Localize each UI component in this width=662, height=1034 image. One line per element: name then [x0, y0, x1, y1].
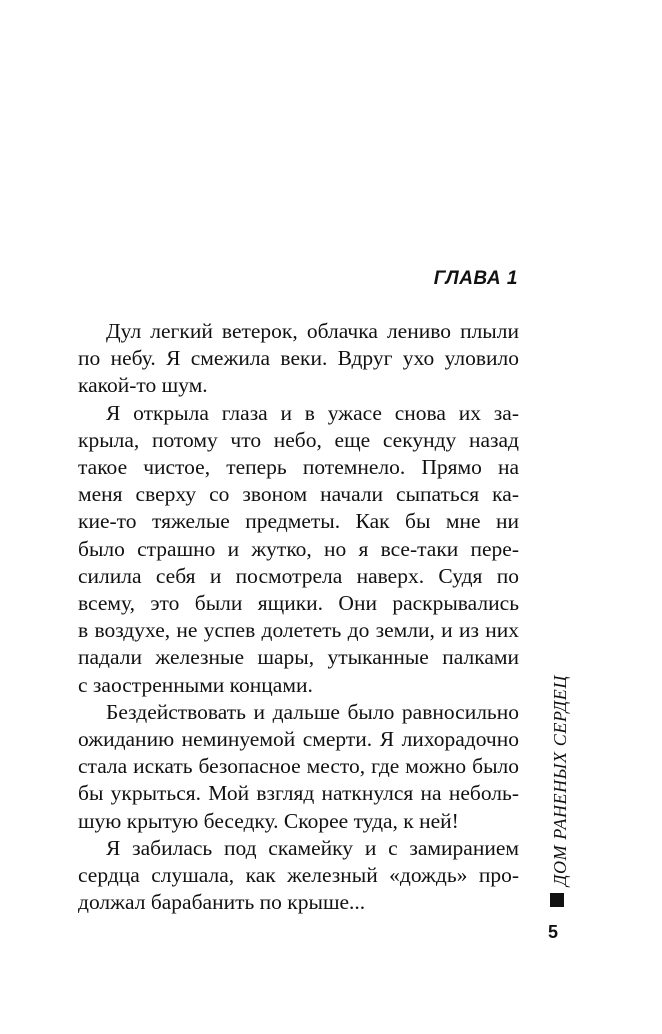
text-line: шую крытую беседку. Скорее туда, к ней! [78, 808, 459, 833]
text-line: падали железные шары, утыканные палками [78, 645, 519, 670]
page-number: 5 [548, 922, 559, 942]
paragraph [78, 699, 519, 835]
text-line: меня сверху со звоном начали сыпаться ка- [78, 482, 519, 507]
text-line: Бездействовать и дальше было равносильно [106, 699, 519, 724]
text-line: Я открыла глаза и в ужасе снова их за- [106, 400, 519, 425]
text-line: бы укрыться. Мой взгляд наткнулся на неболь- [78, 781, 519, 806]
running-head-title: ДОМ РАНЕНЫХ СЕРДЕЦ [550, 675, 570, 886]
text-line: сердца слушала, как железный «дождь» про- [78, 863, 519, 888]
text-line: Дул легкий ветерок, облачка лениво плыли [106, 319, 519, 343]
text-line: такое чистое, теперь потемнело. Прямо на [78, 455, 519, 480]
text-line: по небу. Я смежила веки. Вдруг ухо уловило [78, 346, 519, 371]
text-line: должал барабанить по крыше... [78, 890, 366, 915]
text-line: с заостренными концами. [78, 672, 313, 697]
text-line: кие-то тяжелые предметы. Как бы мне ни [78, 509, 519, 534]
paragraph [78, 835, 519, 917]
paragraph [78, 318, 519, 400]
paragraph [78, 400, 519, 699]
body-text [78, 318, 519, 916]
text-line: ожиданию неминуемой смерти. Я лихорадочно [78, 727, 519, 752]
running-head [548, 660, 572, 910]
square-bullet-icon [550, 893, 564, 907]
text-line: в воздухе, не успев долететь до земли, и из них [78, 618, 519, 643]
text-line: было страшно и жутко, но я все-таки пере- [78, 536, 519, 561]
text-line: Я забилась под скамейку и с замиранием [106, 835, 519, 860]
text-line: крыла, потому что небо, еще секунду назад [78, 427, 519, 452]
chapter-title: ГЛАВА 1 [433, 268, 518, 289]
text-line: всему, это были ящики. Они раскрывались [78, 591, 519, 616]
text-line: силила себя и посмотрела наверх. Судя по [78, 563, 519, 588]
text-line: какой-то шум. [78, 373, 208, 398]
text-line: стала искать безопасное место, где можно было [78, 754, 519, 779]
